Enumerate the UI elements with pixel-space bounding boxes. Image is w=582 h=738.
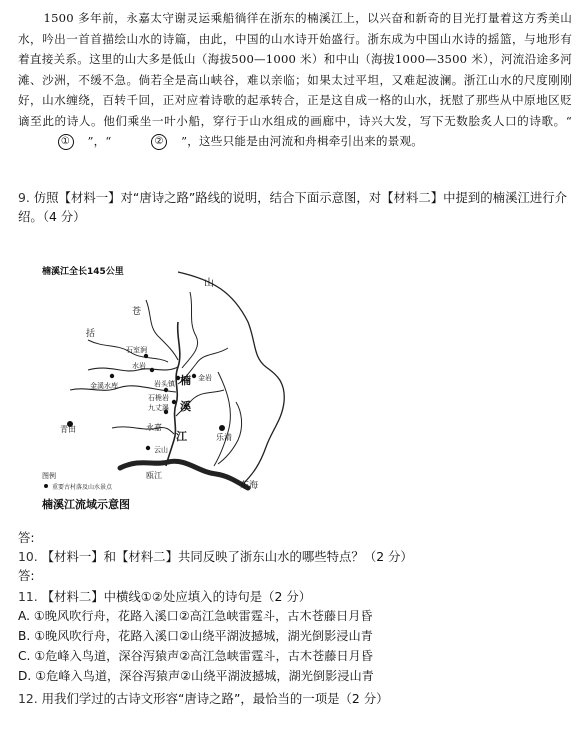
blank-2: [112, 131, 182, 152]
map-label-yunshan: 云山: [154, 446, 168, 454]
map-label-shuiyan: 水岩: [132, 362, 146, 370]
answer-10-label: 答:: [18, 568, 35, 583]
question-12-text: 用我们学过的古诗文形容“唐诗之路”，最恰当的一项是（2 分）: [41, 691, 389, 706]
map-label-jinyan: 金岩: [198, 374, 212, 382]
tributary-north-1: [146, 300, 178, 360]
map-label-shan: 山: [204, 278, 214, 289]
tributary-south: [112, 427, 174, 434]
question-12: [18, 689, 574, 708]
question-10-number: 10.: [18, 549, 38, 564]
option-c: [18, 647, 373, 666]
blank-2-marker: ②: [151, 134, 167, 150]
passage-text-2: ”，“: [87, 134, 112, 148]
tributary-north-2: [182, 292, 198, 368]
map-legend-title: 图例: [42, 472, 56, 480]
map-label-qingtian: 青田: [60, 425, 76, 434]
map-label-kuo: 括: [86, 329, 96, 339]
map-legend-item: 重要古村落及山水景点: [52, 484, 113, 491]
option-c-text: ①危峰入鸟道，深谷泻猿声②高江急峡雷霆斗，古木苍藤日月昏: [34, 649, 373, 663]
map-label-jiuzhang: 九丈瀑: [148, 404, 169, 412]
passage-text-1: 1500 多年前，永嘉太守谢灵运乘船徜徉在浙东的楠溪江上，以兴奋和新奇的目光打量着这方秀美山水，吟出一首首描绘山水的诗篇，由此，中国的山水诗开始盛行。浙东成为中国山水诗的摇篮，与地形有着直接关系。这里的山大多是低山（海拔500—1000 米）和中山（海拔1000—3500 米），河流沿途多河滩、沙洲，不缓不急。倘若全是高山峡谷，难以亲临；如果太过平坦，又难起波澜。浙江山水的尺度刚刚好，山水缠绕，百转千回，正对应着诗歌的起承转合，正是这自成一格的山水，抚慰了那些从中原地区贬谪至此的诗人。他们乘坐一叶小船，穿行于山水组成的画廊中，诗兴大发，写下无数脍炙人口的诗歌。“: [18, 11, 572, 128]
map-label-yueqing: 乐清: [216, 433, 232, 442]
answer-9-label: 答:: [18, 530, 35, 545]
map-label-xi: 溪: [180, 400, 191, 413]
map-label-east-sea: 东海: [240, 481, 259, 491]
map-label-shiwei: 石桅岩: [148, 394, 169, 402]
question-9: [18, 188, 574, 226]
map-label-jiang: 江: [176, 430, 187, 443]
question-10: [18, 547, 574, 566]
map-top-label: 楠溪江全长145公里: [42, 267, 124, 277]
map-label-jinshuilian: 金溪水库: [90, 382, 118, 390]
blank-1-marker: ①: [58, 134, 74, 150]
option-a-label: A.: [18, 609, 30, 623]
map-label-yuanfeng: 岩头镇: [154, 380, 175, 388]
map-label-nan: 楠: [180, 374, 191, 387]
option-c-label: C.: [18, 649, 31, 663]
passage-text-3: ”，这些只能是由河流和舟楫牵引出来的景观。: [181, 134, 424, 148]
passage: [18, 8, 572, 152]
map-label-cang: 苍: [132, 307, 142, 317]
question-9-text: 仿照【材料一】对“唐诗之路”路线的说明，结合下面示意图，对【材料二】中提到的楠溪江进行介绍。（4 分）: [18, 190, 568, 224]
map-svg: [28, 252, 328, 520]
map-label-oujiang: 瓯江: [146, 471, 162, 480]
map-label-shishijian: 石室涧: [126, 346, 147, 354]
question-11-number: 11.: [18, 589, 38, 604]
place-markers: [67, 354, 225, 450]
option-a: [18, 607, 373, 626]
option-b-text: ①晚风吹行舟，花路入溪口②山绕平湖波撼城，湖光倒影浸山青: [34, 629, 373, 643]
oujiang-river: [120, 461, 248, 488]
map-legend-marker: [44, 484, 48, 488]
question-10-text: 【材料一】和【材料二】共同反映了浙东山水的哪些特点？（2 分）: [41, 549, 413, 564]
question-12-number: 12.: [18, 691, 38, 706]
option-b: [18, 627, 373, 646]
map-label-yongjia: 永嘉: [146, 423, 162, 432]
option-d-text: ①危峰入鸟道，深谷泻猿声②山绕平湖波撼城，湖光倒影浸山青: [35, 669, 374, 683]
question-11: [18, 587, 574, 606]
nanxi-river-map: [28, 252, 328, 520]
yueqing-river: [214, 372, 230, 466]
question-11-text: 【材料二】中横线①②处应填入的诗句是（2 分）: [41, 589, 312, 604]
question-9-number: 9.: [18, 190, 30, 205]
option-a-text: ①晚风吹行舟，花路入溪口②高江急峡雷霆斗，古木苍藤日月昏: [33, 609, 373, 623]
map-title: 楠溪江流域示意图: [42, 498, 130, 511]
option-d-label: D.: [18, 669, 32, 683]
blank-1: [18, 131, 88, 152]
option-d: [18, 667, 374, 686]
option-b-label: B.: [18, 629, 31, 643]
